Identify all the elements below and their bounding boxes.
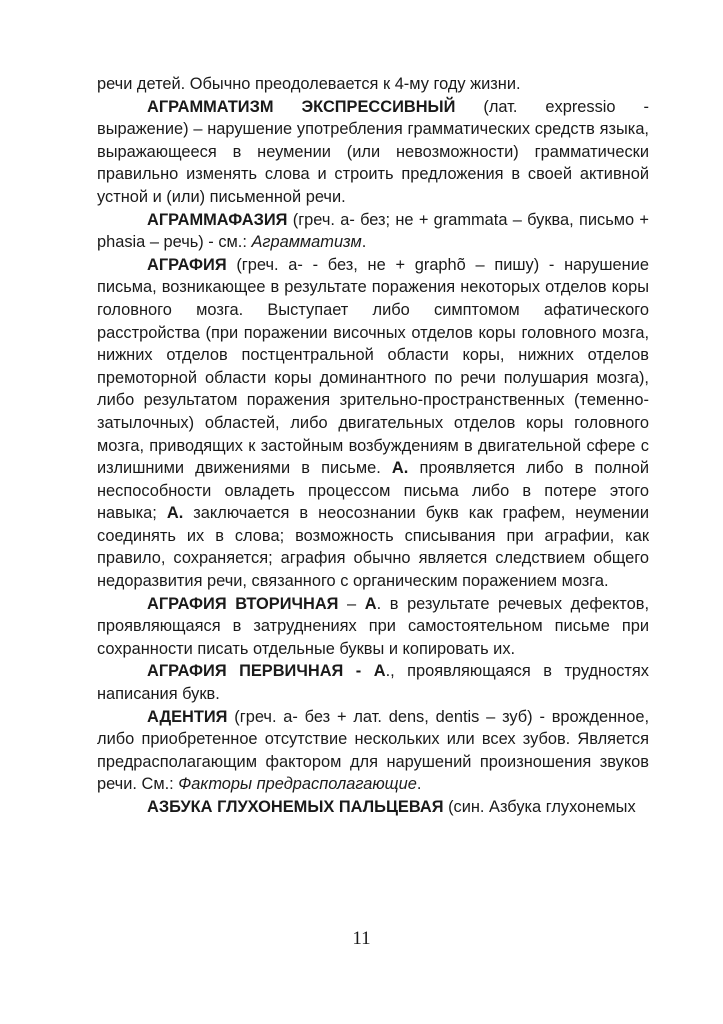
term-text: АДЕНТИЯ	[147, 707, 228, 726]
term-text: АГРАММАФАЗИЯ	[147, 210, 288, 229]
paragraph	[97, 96, 649, 209]
term-text: АГРАФИЯ ВТОРИЧНАЯ	[147, 594, 339, 613]
body-text: (греч. а- без; не + grammata – буква, письмо + phasia – речь) - см.:	[97, 210, 649, 252]
page-number: 11	[352, 928, 371, 949]
body-text: .	[416, 775, 422, 794]
body-text: заключается в неосознании букв как графем, неумении соединять их в слова; возможность списывания при аграфии, как правило, сохраняется; аграфия обычно является следствием общего недоразвития речи, связанного с органическим поражением мозга.	[97, 504, 649, 591]
term-text: АГРАФИЯ ПЕРВИЧНАЯ - А	[147, 662, 386, 681]
cross-reference: Факторы предрасполагающие	[178, 775, 417, 794]
term-text: А.	[391, 459, 409, 478]
body-text: .	[361, 233, 367, 252]
text-body	[97, 73, 649, 819]
paragraph	[97, 706, 649, 796]
term-text: А.	[166, 504, 184, 523]
body-text: –	[338, 594, 365, 613]
term-text: А	[364, 594, 377, 613]
body-text: (син. Азбука глухонемых	[443, 798, 636, 816]
body-text: . в результате речевых дефектов, проявляющаяся в затруднениях при самостоятельном письме при сохранности писать отдельные буквы и копировать их.	[97, 594, 649, 658]
body-text: проявляется либо в полной неспособности овладеть процессом письма либо в потере этого навыка;	[97, 459, 649, 523]
paragraph	[97, 73, 649, 96]
paragraph	[97, 660, 649, 705]
paragraph	[97, 796, 649, 819]
paragraph	[97, 593, 649, 661]
body-text: (греч. а- - без, не + graphõ – пишу) - нарушение письма, возникающее в результате поражения некоторых отделов коры головного мозга. Выступает либо симптомом афатического расстройства (при поражении височных отделов коры головного мозга, нижних отделов постцентральной области коры, нижних отделов премоторной области коры доминантного по речи полушария мозга), либо результатом поражения зрительно-пространственных (теменно-затылочных) областей, либо двигательных отделов коры головного мозга, приводящих к застойным возбуждениям в двигательной сфере с излишними движениями в письме.	[97, 255, 649, 478]
body-text: (греч. а- без + лат. dens, dentis – зуб) - врожденное, либо приобретенное отсутствие нескольких или всех зубов. Является предрасполагающим фактором для нарушений произношения звуков речи. См.:	[97, 707, 649, 794]
body-text: речи детей. Обычно преодолевается к 4-му году жизни.	[97, 75, 521, 93]
term-text: АЗБУКА ГЛУХОНЕМЫХ ПАЛЬЦЕВАЯ	[147, 798, 444, 816]
term-text: АГРАММАТИЗМ ЭКСПРЕССИВНЫЙ	[147, 97, 456, 116]
body-text: ., проявляющаяся в трудностях написания букв.	[97, 662, 649, 704]
term-text: АГРАФИЯ	[147, 255, 227, 274]
paragraph	[97, 209, 649, 254]
paragraph	[97, 254, 649, 593]
cross-reference: Аграмматизм	[251, 233, 362, 252]
body-text: (лат. expressio - выражение) – нарушение употребления грамматических средств языка, выражающееся в неумении (или невозможности) грамматически правильно изменять слова и строить предложения в своей активной устной и (или) письменной речи.	[97, 97, 649, 206]
